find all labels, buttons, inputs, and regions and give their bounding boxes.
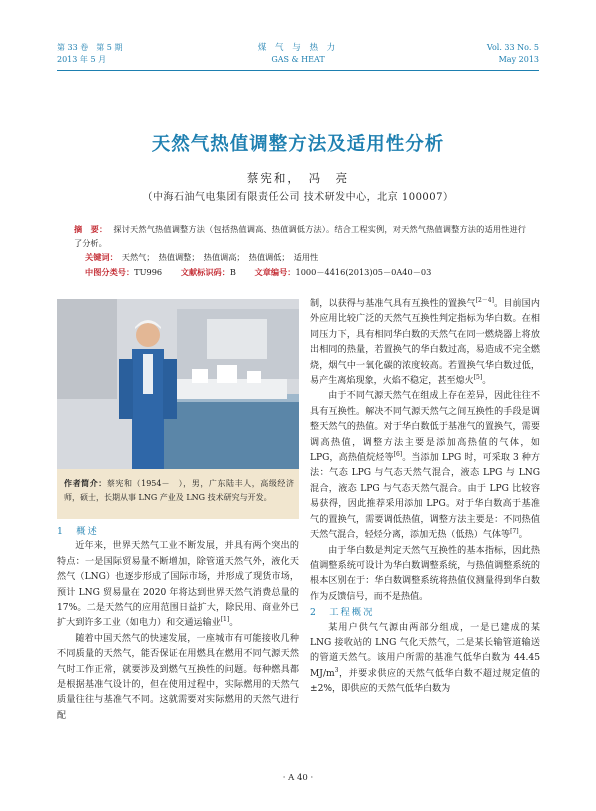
keywords bbox=[85, 251, 525, 264]
doc-code-value: B bbox=[229, 267, 236, 277]
journal-title-en: GAS & HEAT bbox=[271, 55, 325, 64]
issue-date-text: 2013 年 5 月 bbox=[57, 55, 107, 64]
paragraph-overview-2: 随着中国天然气的快速发展，一座城市有可能接收几种不同质量的天然气，能否保证在用燃具在燃用不同气源天然气时工作正常，就要涉及到燃气互换性的问题。每种燃具都是根据基准气设计的，但在使用过程中，实际燃用的天然气质量往往与基准气不同。这就需要对实际燃用的天然气进行配 bbox=[57, 633, 299, 721]
section-heading-project: 2 工程概况 bbox=[310, 607, 375, 619]
paragraph-text: 。 bbox=[518, 530, 528, 541]
header-divider bbox=[57, 70, 539, 71]
doc-code-label: 文献标识码： bbox=[180, 267, 230, 277]
citation-ref: [1] bbox=[220, 616, 230, 624]
paragraph-heat-value-adjust bbox=[310, 389, 540, 543]
keywords-label: 关键词： bbox=[85, 252, 118, 262]
citation-ref: [6] bbox=[393, 451, 403, 459]
section-heading-overview: 1 概述 bbox=[57, 526, 99, 537]
author-photo bbox=[57, 299, 299, 469]
article-title: 天然气热值调整方法及适用性分析 bbox=[151, 134, 445, 155]
author-photo-illustration bbox=[57, 299, 299, 469]
paragraph-text: 。 bbox=[229, 618, 239, 629]
classification-line bbox=[85, 266, 525, 279]
paragraph-continued bbox=[310, 297, 540, 389]
abstract bbox=[74, 223, 526, 250]
clc-label: 中图分类号： bbox=[85, 267, 135, 277]
journal-volume-en bbox=[487, 42, 539, 66]
abstract-label: 摘 要： bbox=[74, 224, 108, 234]
paragraph-text: 某用户供气气源由两部分组成，一是已建成的某 LNG 接收站的 LNG 气化天然气，二是某长输管道输送的管道天然气。该用户所需的基准气低华白数为 44.45 MJ/m bbox=[310, 622, 540, 679]
article-number-label: 文章编号： bbox=[254, 267, 296, 277]
journal-title-zh: 煤 气 与 热 力 bbox=[257, 43, 339, 53]
paragraph-text: 。 bbox=[482, 376, 492, 387]
body-right-column bbox=[310, 297, 540, 698]
citation-ref: [2－4] bbox=[475, 296, 494, 304]
page-number: · A 40 · bbox=[282, 773, 314, 783]
bio-label: 作者简介： bbox=[64, 478, 107, 488]
abstract-text: 探讨天然气热值调整方法（包括热值调高、热值调低方法）。结合工程实例，对天然气热值调整方法的适用性进行了分析。 bbox=[74, 224, 526, 248]
paragraph-text: 。当添加 LPG 时，可采取 3 种方法：气态 LPG 与气态天然气混合，液态 LPG 与 LNG 混合，液态 LPG 与气态天然气混合。由于 LPG 比较容易获得，因此推荐采用添加 LPG。对于华白数高于基准气的置换气，需要调低热值，调整方法主要是：不同热值天然气混合，轻烃分离，添加无热（低热）气体等 bbox=[310, 453, 540, 541]
paragraph-text: 由于不同气源天然气在组成上存在差异，因此往往不具有互换性。解决不同气源天然气之间互换性的手段是调整天然气的热值。对于华白数低于基准气的置换气，需要调高热值，调整方法主要是添加高热值的气体，如 LPG，高热值烷烃等 bbox=[310, 391, 540, 464]
paragraph-wobbe-index: 由于华白数是判定天然气互换性的基本指标，因此热值调整系统可设计为华白数调整系统，与热值调整系统的根本区别在于：华白数调整系统将热值仪测量得到华白数作为反馈信号，而不是热值。 bbox=[310, 545, 540, 602]
citation-ref: [5] bbox=[473, 374, 483, 381]
date-en-text: May 2013 bbox=[498, 55, 539, 64]
body-left-column bbox=[57, 524, 299, 724]
article-authors: 蔡宪和， 冯 亮 bbox=[246, 171, 350, 185]
volume-en-text: Vol. 33 No. 5 bbox=[486, 43, 539, 52]
bio-text: 蔡宪和（1954－ ），男，广东陆丰人，高级经济师，硕士，长期从事 LNG 产业及 LNG 技术研究与开发。 bbox=[64, 479, 294, 502]
unit-superscript: 3 bbox=[334, 666, 339, 674]
volume-issue-text: 第 33 卷 第 5 期 bbox=[57, 43, 123, 52]
paragraph-text: 近年来，世界天然气工业不断发展，并具有两个突出的特点：一是国际贸易量不断增加，除管道天然气外，液化天然气（LNG）也逐步形成了国际市场，并形成了现货市场，预计 LNG 贸易量在 2020 年将达到世界天然气消费总量的 17%。二是天然气的应用范围日益扩大，除民用、商业外已扩大到许多工业（如电力）和交通运输业 bbox=[57, 541, 299, 629]
keywords-text: 天然气； 热值调整； 热值调高； 热值调低； 适用性 bbox=[121, 252, 319, 262]
paragraph-text: ，并要求供应的天然气低华白数不超过规定值的 ±2%，即供应的天然气低华白数为 bbox=[310, 668, 540, 695]
paragraph-text: 制，以获得与基准气具有互换性的置换气 bbox=[310, 299, 476, 309]
paragraph-project bbox=[310, 621, 540, 698]
clc-value: TU996 bbox=[134, 267, 163, 277]
citation-ref: [7] bbox=[510, 528, 519, 536]
paragraph-overview-1 bbox=[57, 539, 299, 631]
article-number-value: 1000－4416(2013)05－0A40－03 bbox=[295, 267, 432, 277]
paragraph-text: 。目前国内外应用比较广泛的天然气互换性判定指标为华白数。在相同压力下，具有相同华白数的天然气在同一燃烧器上将放出相同的热量，若置换气的华白数过高，易造成不完全燃烧，烟气中一氧化碳的浓度较高。若置换气华白数过低，易产生离焰现象，火焰不稳定，甚至熄火 bbox=[310, 299, 540, 387]
author-bio bbox=[64, 476, 294, 505]
article-affiliation: （中海石油气电集团有限责任公司 技术研发中心，北京 100007） bbox=[142, 192, 454, 203]
